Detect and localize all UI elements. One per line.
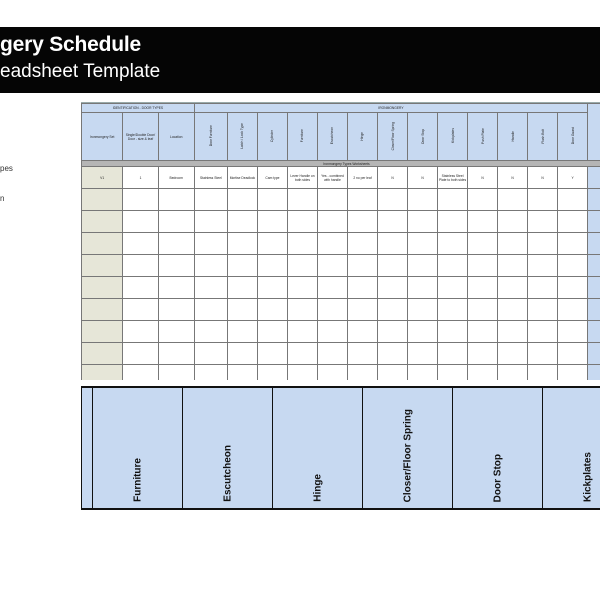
table-cell[interactable]	[438, 255, 468, 277]
table-cell[interactable]: N	[378, 167, 408, 189]
table-row	[82, 189, 600, 211]
table-cell[interactable]	[438, 233, 468, 255]
zoom-label: Escutcheon	[222, 445, 233, 502]
table-cell[interactable]	[317, 321, 347, 343]
table-cell[interactable]	[498, 233, 528, 255]
table-cell[interactable]	[257, 255, 287, 277]
table-cell[interactable]	[194, 277, 227, 299]
table-cell[interactable]	[468, 189, 498, 211]
table-cell[interactable]	[528, 299, 558, 321]
table-cell[interactable]	[158, 343, 194, 365]
page-subtitle: eadsheet Template	[0, 61, 161, 82]
table-cell[interactable]	[468, 343, 498, 365]
table-cell[interactable]	[558, 277, 588, 299]
zoom-label: Hinge	[312, 474, 323, 502]
table-cell[interactable]	[158, 255, 194, 277]
table-cell[interactable]	[317, 233, 347, 255]
table-row	[82, 277, 600, 299]
table-cell[interactable]: Lever Handle on both sides	[287, 167, 317, 189]
table-cell[interactable]	[408, 255, 438, 277]
table-cell[interactable]: Yes - combined with handle	[317, 167, 347, 189]
column-header	[438, 113, 468, 161]
table-cell[interactable]	[158, 321, 194, 343]
table-cell[interactable]	[82, 299, 123, 321]
spreadsheet-preview	[81, 102, 600, 380]
table-cell[interactable]	[158, 299, 194, 321]
column-header-label: Handle	[510, 130, 515, 142]
table-cell[interactable]	[158, 189, 194, 211]
table-cell[interactable]	[82, 277, 123, 299]
table-row	[82, 233, 600, 255]
table-cell[interactable]	[498, 299, 528, 321]
table-cell[interactable]	[317, 255, 347, 277]
table-cell	[588, 211, 600, 233]
table-cell[interactable]	[123, 343, 158, 365]
title-banner	[0, 27, 600, 93]
table-cell[interactable]	[498, 277, 528, 299]
table-cell[interactable]	[317, 343, 347, 365]
table-cell[interactable]	[347, 211, 377, 233]
zoom-cell-furniture	[92, 388, 182, 508]
table-cell[interactable]	[257, 277, 287, 299]
table-cell	[588, 233, 600, 255]
column-header-label: Single/Double Door/ Door - size & leaf	[125, 132, 156, 141]
table-cell[interactable]	[528, 365, 558, 381]
table-cell[interactable]	[123, 211, 158, 233]
table-cell[interactable]	[227, 321, 257, 343]
section-row: Ironmongery Types Worksheets	[82, 161, 600, 167]
table-cell[interactable]	[528, 277, 558, 299]
table-cell[interactable]	[438, 343, 468, 365]
table-cell[interactable]	[82, 255, 123, 277]
table-cell[interactable]	[257, 211, 287, 233]
column-header	[123, 113, 158, 161]
table-cell[interactable]	[194, 233, 227, 255]
table-cell[interactable]	[287, 211, 317, 233]
table-cell[interactable]	[257, 343, 287, 365]
column-header-label: Door Stop	[420, 128, 425, 144]
table-cell[interactable]: Bedroom	[158, 167, 194, 189]
table-cell[interactable]	[378, 233, 408, 255]
table-cell[interactable]	[194, 343, 227, 365]
table-cell[interactable]	[528, 211, 558, 233]
table-cell[interactable]	[317, 211, 347, 233]
table-cell[interactable]	[347, 233, 377, 255]
table-cell[interactable]	[378, 277, 408, 299]
column-header-label: Cylinder	[270, 129, 275, 143]
column-header-label: Door Furniture	[208, 125, 213, 147]
table-cell[interactable]	[438, 277, 468, 299]
table-cell[interactable]	[123, 189, 158, 211]
zoom-cell-kickplates	[542, 388, 600, 508]
table-cell[interactable]	[82, 211, 123, 233]
table-cell[interactable]	[468, 233, 498, 255]
page-title: gery Schedule	[0, 33, 141, 56]
table-cell[interactable]	[227, 211, 257, 233]
schedule-table	[81, 103, 600, 380]
table-cell[interactable]	[408, 233, 438, 255]
table-cell[interactable]	[347, 321, 377, 343]
table-cell[interactable]	[408, 343, 438, 365]
column-header	[227, 113, 257, 161]
table-cell[interactable]	[378, 211, 408, 233]
table-cell[interactable]	[317, 299, 347, 321]
zoom-label: Kickplates	[582, 451, 593, 502]
table-cell[interactable]	[528, 255, 558, 277]
column-header	[317, 113, 347, 161]
table-cell[interactable]	[123, 299, 158, 321]
table-cell	[588, 299, 600, 321]
table-cell[interactable]	[194, 255, 227, 277]
table-cell[interactable]	[558, 255, 588, 277]
group-header-identification: IDENTIFICATION - DOOR TYPES	[82, 104, 195, 113]
table-cell[interactable]: Stainless Steel Plate to both sides	[438, 167, 468, 189]
table-cell	[588, 277, 600, 299]
table-cell[interactable]	[287, 299, 317, 321]
column-header-label: Flush Bolt	[540, 128, 545, 144]
table-cell[interactable]	[123, 365, 158, 381]
table-cell[interactable]	[378, 189, 408, 211]
table-cell[interactable]	[468, 299, 498, 321]
table-cell[interactable]	[468, 255, 498, 277]
table-cell[interactable]: N	[498, 167, 528, 189]
table-cell[interactable]: Y	[558, 167, 588, 189]
table-cell[interactable]	[123, 321, 158, 343]
zoom-cell-hinge	[272, 388, 362, 508]
table-cell[interactable]	[347, 299, 377, 321]
column-header	[194, 113, 227, 161]
table-cell[interactable]: N	[468, 167, 498, 189]
table-cell[interactable]	[82, 365, 123, 381]
table-cell[interactable]	[227, 299, 257, 321]
table-cell[interactable]	[347, 365, 377, 381]
table-cell	[588, 167, 600, 189]
table-cell[interactable]	[528, 343, 558, 365]
table-cell[interactable]	[227, 343, 257, 365]
table-cell[interactable]	[287, 233, 317, 255]
table-cell[interactable]	[317, 277, 347, 299]
table-cell[interactable]	[317, 189, 347, 211]
table-cell[interactable]	[227, 233, 257, 255]
column-header-zoom	[81, 386, 600, 510]
table-cell[interactable]	[558, 211, 588, 233]
table-row	[82, 365, 600, 381]
table-cell[interactable]	[257, 365, 287, 381]
zoom-label: Closer/Floor Spring	[402, 408, 413, 502]
table-cell[interactable]	[347, 255, 377, 277]
table-cell[interactable]	[378, 299, 408, 321]
zoom-cell-door-stop	[452, 388, 542, 508]
table-cell[interactable]	[408, 211, 438, 233]
zoom-cell-escutcheon	[182, 388, 272, 508]
table-row	[82, 299, 600, 321]
table-cell[interactable]	[558, 365, 588, 381]
side-text-fragment: n	[0, 194, 5, 203]
zoom-cell-edge	[81, 388, 92, 508]
column-header-label: Location	[169, 134, 183, 139]
column-header	[468, 113, 498, 161]
table-cell[interactable]	[287, 321, 317, 343]
table-cell[interactable]	[528, 189, 558, 211]
column-header	[408, 113, 438, 161]
table-cell[interactable]	[82, 189, 123, 211]
table-cell[interactable]	[438, 299, 468, 321]
table-cell[interactable]	[498, 211, 528, 233]
table-cell	[588, 365, 600, 381]
table-cell[interactable]	[558, 321, 588, 343]
table-cell[interactable]	[257, 321, 287, 343]
side-text-fragment: pes	[0, 164, 13, 173]
table-cell[interactable]	[498, 343, 528, 365]
table-cell[interactable]	[82, 321, 123, 343]
table-cell[interactable]	[378, 365, 408, 381]
table-cell[interactable]	[123, 255, 158, 277]
zoom-label: Door Stop	[492, 453, 503, 502]
table-cell[interactable]	[227, 189, 257, 211]
table-cell[interactable]	[528, 233, 558, 255]
table-cell[interactable]	[408, 365, 438, 381]
table-cell[interactable]	[558, 233, 588, 255]
zoom-cell-closer	[362, 388, 452, 508]
column-header-label: Ironmongery Set	[90, 134, 115, 139]
table-cell[interactable]	[287, 365, 317, 381]
table-cell[interactable]: V1	[82, 167, 123, 189]
spare-column-header	[588, 104, 600, 161]
table-cell[interactable]	[498, 255, 528, 277]
column-header-label: Latch / Lock Type	[240, 123, 245, 149]
table-cell[interactable]	[123, 233, 158, 255]
table-cell[interactable]: Mortise Deadlock	[227, 167, 257, 189]
column-header	[158, 113, 194, 161]
column-header-label: Hinge	[360, 131, 365, 141]
column-header	[257, 113, 287, 161]
table-cell[interactable]	[468, 277, 498, 299]
table-cell[interactable]	[438, 211, 468, 233]
zoom-label: Furniture	[132, 458, 143, 502]
table-row	[82, 255, 600, 277]
column-header	[378, 113, 408, 161]
table-cell	[588, 189, 600, 211]
table-cell[interactable]	[468, 365, 498, 381]
table-cell[interactable]	[227, 255, 257, 277]
column-header-label: Push Plate	[480, 128, 485, 144]
table-cell[interactable]	[408, 277, 438, 299]
column-header	[82, 113, 123, 161]
table-cell[interactable]	[347, 277, 377, 299]
table-row	[82, 343, 600, 365]
table-cell[interactable]	[257, 233, 287, 255]
table-cell[interactable]	[498, 189, 528, 211]
table-cell	[588, 255, 600, 277]
column-header	[498, 113, 528, 161]
table-cell[interactable]	[438, 365, 468, 381]
column-header-label: Closer/Floor Spring	[390, 121, 395, 151]
table-cell[interactable]	[378, 321, 408, 343]
column-header-label: Kickplates	[450, 128, 455, 144]
table-cell[interactable]	[498, 321, 528, 343]
column-header-label: Door Guard	[570, 127, 575, 145]
table-cell[interactable]	[82, 343, 123, 365]
table-cell[interactable]: N	[528, 167, 558, 189]
table-cell[interactable]	[194, 189, 227, 211]
table-cell	[588, 343, 600, 365]
table-cell[interactable]	[468, 211, 498, 233]
table-cell[interactable]	[408, 321, 438, 343]
table-cell[interactable]	[558, 343, 588, 365]
table-cell[interactable]	[82, 233, 123, 255]
table-cell[interactable]	[194, 365, 227, 381]
table-cell[interactable]	[528, 321, 558, 343]
column-header	[347, 113, 377, 161]
column-header	[287, 113, 317, 161]
column-header	[528, 113, 558, 161]
table-cell	[588, 321, 600, 343]
table-cell[interactable]	[438, 321, 468, 343]
table-cell[interactable]	[287, 255, 317, 277]
table-cell[interactable]	[158, 211, 194, 233]
table-cell[interactable]	[287, 343, 317, 365]
table-cell[interactable]	[558, 299, 588, 321]
table-cell[interactable]	[558, 189, 588, 211]
table-cell[interactable]	[158, 277, 194, 299]
table-cell[interactable]: N	[408, 167, 438, 189]
table-cell[interactable]	[438, 189, 468, 211]
table-cell[interactable]	[378, 255, 408, 277]
table-cell[interactable]: 2 no per leaf	[347, 167, 377, 189]
table-cell[interactable]	[227, 277, 257, 299]
table-cell[interactable]	[378, 343, 408, 365]
table-cell[interactable]	[347, 343, 377, 365]
table-cell[interactable]	[194, 299, 227, 321]
table-cell[interactable]: 1	[123, 167, 158, 189]
table-cell[interactable]	[257, 299, 287, 321]
column-header-label: Escutcheon	[330, 127, 335, 145]
table-cell[interactable]	[227, 365, 257, 381]
table-cell[interactable]	[194, 321, 227, 343]
table-cell[interactable]: Stainless Steel	[194, 167, 227, 189]
table-cell[interactable]: Cam type	[257, 167, 287, 189]
table-cell[interactable]	[347, 189, 377, 211]
table-cell[interactable]	[408, 299, 438, 321]
table-cell[interactable]	[468, 321, 498, 343]
table-cell[interactable]	[257, 189, 287, 211]
table-cell[interactable]	[287, 277, 317, 299]
group-header-ironmongery: IRONMONGERY	[194, 104, 587, 113]
table-cell[interactable]	[158, 365, 194, 381]
table-cell[interactable]	[123, 277, 158, 299]
table-row	[82, 321, 600, 343]
column-header-label: Furniture	[300, 129, 305, 143]
table-cell[interactable]	[317, 365, 347, 381]
table-cell[interactable]	[287, 189, 317, 211]
table-cell[interactable]	[194, 211, 227, 233]
column-header	[558, 113, 588, 161]
table-row	[82, 211, 600, 233]
table-cell[interactable]	[408, 189, 438, 211]
table-cell[interactable]	[158, 233, 194, 255]
table-cell[interactable]	[498, 365, 528, 381]
